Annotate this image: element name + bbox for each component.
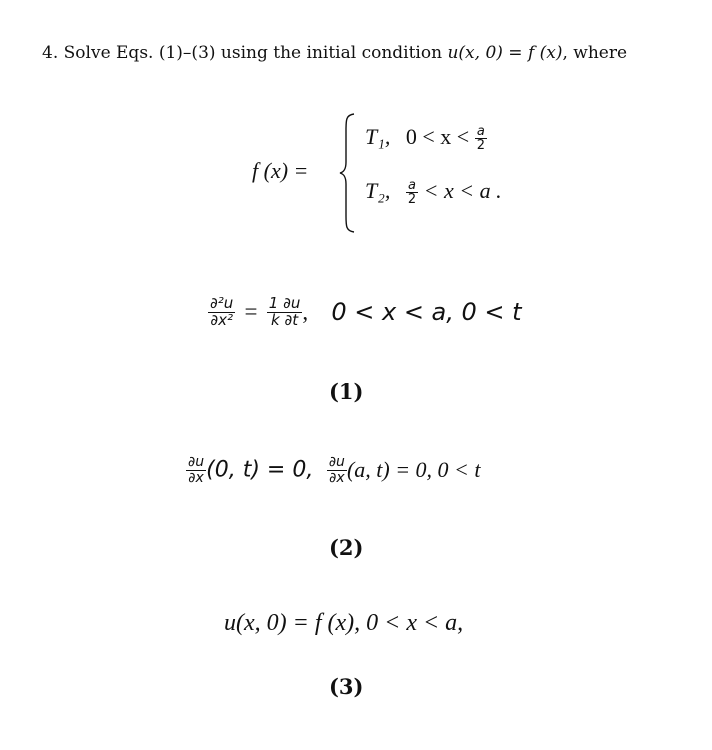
- case2-fraction: [406, 179, 418, 207]
- piecewise-case-2: [365, 178, 502, 207]
- equation-2-label: (2): [329, 535, 364, 560]
- case2-condition: < x < a .: [423, 178, 502, 203]
- eq2-derivative-1: [186, 455, 206, 485]
- eq2-d1-den: ∂x: [186, 470, 206, 486]
- equation-1: [208, 296, 522, 329]
- case1-frac-den: 2: [476, 138, 485, 154]
- eq1-equals: =: [244, 299, 258, 325]
- eq1-lhs-fraction: [208, 296, 235, 329]
- initial-condition: u(x, 0) = f (x): [447, 43, 563, 63]
- eq1-rhs-fraction: [267, 296, 303, 329]
- equation-1-label: (1): [329, 379, 364, 404]
- equation-3: u(x, 0) = f (x), 0 < x < a,: [224, 610, 464, 636]
- case2-frac-num: a: [408, 177, 417, 193]
- left-brace-icon: [338, 112, 358, 234]
- case1-value: T₁,: [365, 124, 391, 149]
- eq1-rhs-num: 1 ∂u: [268, 294, 301, 312]
- eq1-domain: 0 < x < a, 0 < t: [331, 298, 522, 327]
- eq1-lhs-den: ∂x²: [208, 312, 235, 329]
- problem-text: Solve Eqs. (1)–(3) using the initial condition: [63, 43, 443, 63]
- eq2-derivative-2: [327, 455, 347, 485]
- problem-text-end: , where: [562, 43, 628, 63]
- eq2-d2-den: ∂x: [327, 470, 347, 486]
- eq1-lhs-num: ∂²u: [210, 294, 234, 312]
- eq2-d1-num: ∂u: [188, 454, 205, 470]
- eq2-d2-num: ∂u: [328, 454, 345, 470]
- case1-condition: 0 < x <: [405, 124, 470, 149]
- case2-value: T₂,: [365, 178, 391, 203]
- case2-frac-den: 2: [407, 192, 417, 208]
- problem-number: 4.: [42, 43, 59, 63]
- equation-3-label: (3): [329, 674, 364, 699]
- piecewise-lhs: f (x) =: [252, 158, 309, 183]
- case1-fraction: [475, 125, 487, 153]
- case1-frac-num: a: [476, 123, 485, 139]
- eq1-rhs-den: k ∂t: [267, 312, 303, 329]
- eq1-comma: ,: [302, 299, 309, 325]
- eq2-part-2: (a, t) = 0, 0 < t: [346, 457, 481, 483]
- equation-2: [186, 455, 481, 485]
- piecewise-case-1: [365, 124, 487, 153]
- problem-statement: [42, 43, 627, 63]
- eq2-part-1: (0, t) = 0,: [206, 457, 314, 483]
